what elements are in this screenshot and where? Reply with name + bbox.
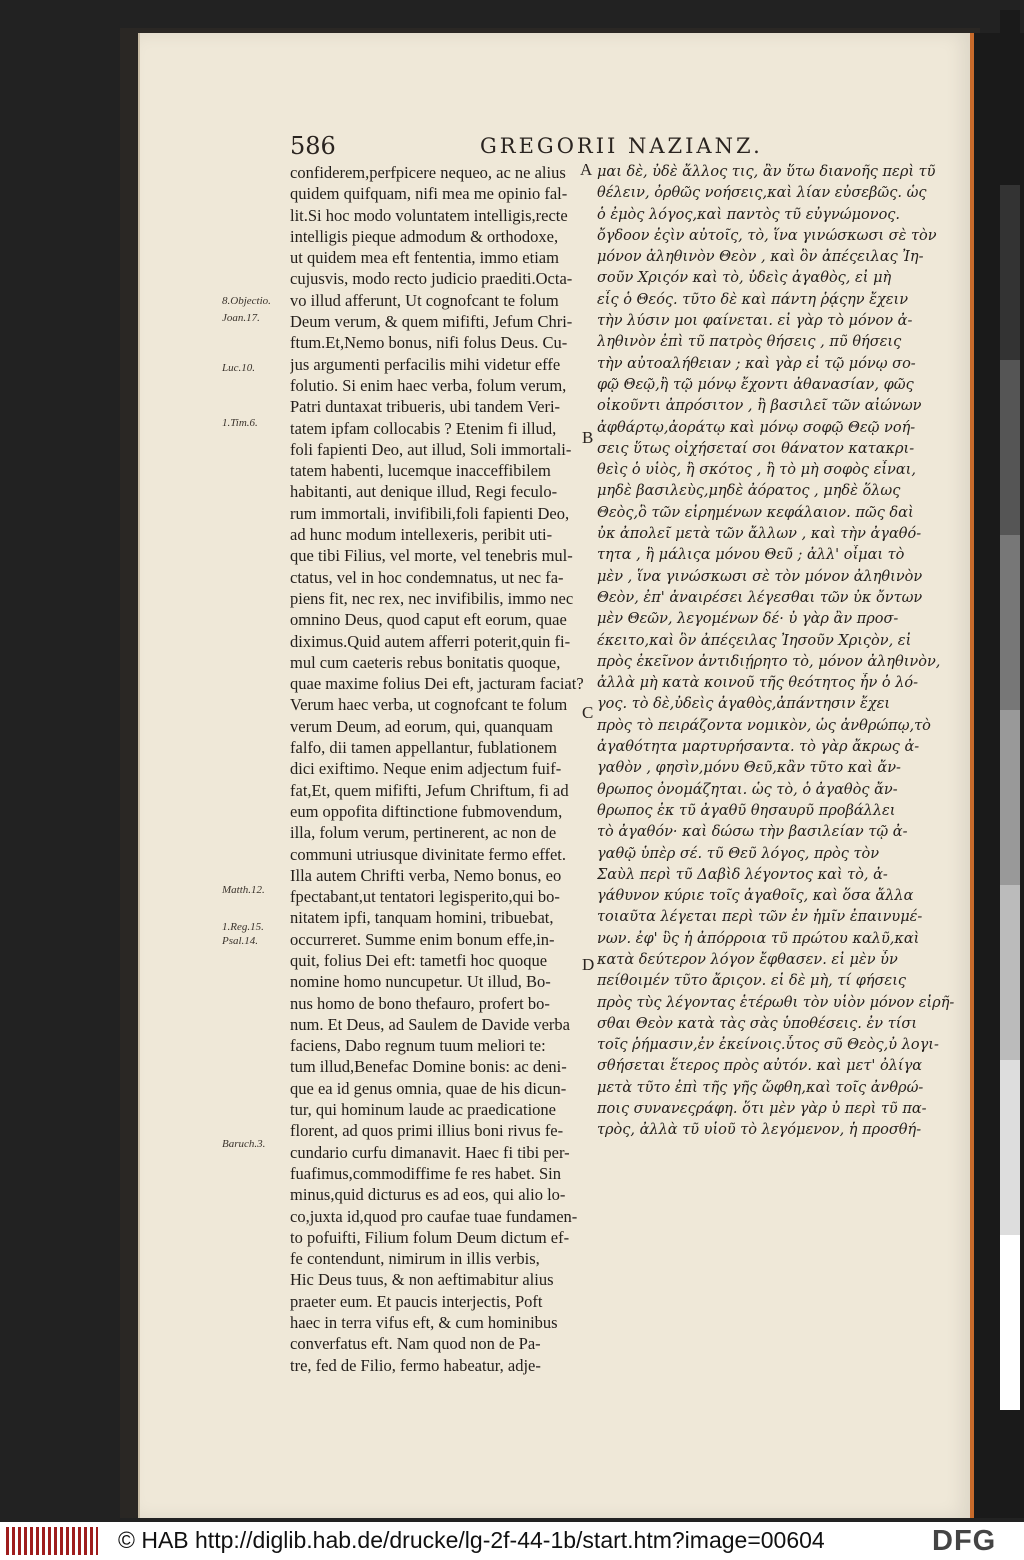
latin-text-line: diximus.Quid autem afferri poterit,quin fi- <box>290 631 571 651</box>
greek-text-line: γάθυνον κύριε τοῖς ἀγαθοῖς, καὶ ὅσα ἄλλα <box>597 888 914 905</box>
latin-text-line: que tibi Filius, vel morte, vel tenebris mul- <box>290 546 573 566</box>
greek-text-line: γαθῷ ὑπὲρ σέ. τῦ Θεῦ λόγος, πρὸς τὸν <box>597 845 880 862</box>
latin-text-line: ut quidem mea eft fententia, immo etiam <box>290 248 559 268</box>
latin-text-line: dici exiftimo. Neque enim adjectum fuif- <box>290 759 562 779</box>
greek-text-line: θεὶς ὁ υἱὸς, ἢ σκότος , ἢ τὸ μὴ σοφὸς εἶναι, <box>597 462 916 479</box>
latin-text-line: rum immortali, invifibili,foli fapienti Deo, <box>290 503 570 523</box>
latin-column <box>290 160 593 1376</box>
latin-text-line: minus,quid dicturus es ad eos, qui alio lo- <box>290 1185 566 1205</box>
latin-text-line: falfo, dii tamen appellantur, fublationem <box>290 738 557 758</box>
section-marker-a: A <box>580 160 593 179</box>
latin-text-line: num. Et Deus, ad Saulem de Davide verba <box>290 1014 570 1034</box>
page-header <box>290 132 890 162</box>
latin-text-line: mul cum caeteris rebus bonitatis quoque, <box>290 652 561 672</box>
greek-text-line: πρὸς ἐκεῖνον ἀντιδιῄρητο τὸ, μόνον ἀληθινὸν, <box>597 653 941 670</box>
greek-text-line: ἀγαθότητα μαρτυρήσαντα. τὸ γὰρ ἄκρως ἀ- <box>597 739 920 756</box>
greek-text-line: ὄγδοον ἐςὶν αὐτοῖς, τὸ, ἵνα γινώσκωσι σὲ τὸν <box>597 227 937 244</box>
latin-text-line: communi utriusque divinitate fermo effet. <box>290 844 566 864</box>
greek-text-line: Σαὺλ περὶ τῦ Δαβὶδ λέγοντος καὶ τὸ, ἀ- <box>597 866 888 883</box>
latin-text-line: Hic Deus tuus, & non aeftimabitur alius <box>290 1270 554 1290</box>
greek-text-line: εἷς ὁ Θεός. τῦτο δὲ καὶ πάντη ῥᾴςην ἔχειν <box>597 291 909 308</box>
latin-text-line: haec in terra vifus eft, & cum hominibus <box>290 1313 558 1333</box>
latin-text-line: ftum.Et,Nemo bonus, nifi folus Deus. Cu- <box>290 333 568 353</box>
latin-text-line: confiderem,perfpicere nequeo, ac ne alius <box>290 163 566 182</box>
latin-text-line: tur, qui hominum laude ac praedicatione <box>290 1100 556 1120</box>
latin-text-line: vo illud afferunt, Ut cognofcant te folum <box>290 290 559 310</box>
margin-note: 1.Tim.6. <box>222 417 258 429</box>
latin-text-line: omnino Deus, quod caput eft eorum, quae <box>290 610 567 630</box>
latin-text-line: fe contendunt, nimirum in illis verbis, <box>290 1249 540 1269</box>
latin-text-line: habitanti, aut denique illud, Regi feculo- <box>290 482 558 502</box>
latin-text-line: Patri duntaxat tribueris, ubi tandem Veri- <box>290 397 561 417</box>
greek-text-line: μὲν Θεῶν, λεγομένων δέ· ὐ γὰρ ἂν προσ- <box>597 611 899 628</box>
greek-text-line: γαθὸν , φησὶν,μόνυ Θεῦ,κἂν τῦτο καὶ ἄν- <box>597 760 901 777</box>
latin-text-line: cujusvis, modo recto judicio praediti.Octa- <box>290 269 573 289</box>
latin-text-line: que ea id genus omnia, quae de his dicun- <box>290 1078 567 1098</box>
latin-text-line: lit.Si hoc modo voluntatem intelligis,recte <box>290 205 568 225</box>
page-number: 586 <box>290 132 336 160</box>
greek-text-line: ληθινὸν ἐπὶ τῦ πατρὸς θήσεις , πῦ θήσεις <box>597 334 902 351</box>
running-title: GREGORII NAZIANZ. <box>480 134 763 158</box>
greek-text-line: πρὸς τὸ πειράζοντα νομικὸν, ὡς ἀνθρώπῳ,τὸ <box>597 717 931 734</box>
latin-text-line: cundario curfu dimanavit. Haec fi tibi per- <box>290 1142 570 1162</box>
greek-text-line: νων. ἐφ' ὓς ἡ ἀπόρροια τῦ πρώτου καλῦ,καὶ <box>597 930 920 947</box>
margin-note: Joan.17. <box>222 312 260 324</box>
latin-text-line: Illa autem Chrifti verba, Nemo bonus, eo <box>290 865 562 885</box>
dfg-logo: DFG <box>932 1525 997 1557</box>
greek-text-line: πρὸς τὺς λέγοντας ἑτέρωθι τὸν υἱὸν μόνον εἰρῆ- <box>597 994 955 1011</box>
latin-text-line: Verum haec verba, ut cognofcant te folum <box>290 695 568 715</box>
greek-text-line: γος. τὸ δὲ,ὐδεὶς ἀγαθὸς,ἀπάντησιν ἔχει <box>597 696 891 713</box>
latin-text-line: tre, fed de Filio, fermo habeatur, adje- <box>290 1355 541 1375</box>
greek-text-line: οἰκοῦντι ἀπρόσιτον , ἢ βασιλεῖ τῶν αἰώνων <box>597 398 922 415</box>
greek-text-line: τοιαῦτα λέγεται περὶ τῶν ἐν ἡμῖν ἐπαινυμέ- <box>597 909 923 926</box>
greek-column <box>597 162 967 1142</box>
margin-note: Baruch.3. <box>222 1138 266 1150</box>
latin-text-line: fat,Et, quem mififti, Jefum Chriftum, fi ad <box>290 780 569 800</box>
section-marker-c: C <box>582 703 594 722</box>
margin-note: Matth.12. <box>222 884 265 896</box>
latin-text-line: nitatem ipfi, tanquam homini, tribuebat, <box>290 908 554 928</box>
greek-text-line: ὐκ ἀπολεῖ μετὰ τῶν ἄλλων , καὶ τὴν ἀγαθό- <box>597 526 922 543</box>
latin-text-line: nus homo de bono thefauro, profert bo- <box>290 993 550 1013</box>
latin-text-line: ad hunc modum intellexeris, peribit uti- <box>290 525 553 545</box>
margin-note: Luc.10. <box>222 362 255 374</box>
hab-logo-icon <box>6 1527 98 1555</box>
greek-text-line: τὸ ἀγαθόν· καὶ δώσω τὴν βασιλείαν τῷ ἀ- <box>597 824 908 841</box>
greek-text-line: μετὰ τῦτο ἐπὶ τῆς γῆς ὤφθη,καὶ τοῖς ἀνθρώ- <box>597 1079 924 1096</box>
viewer-footer <box>0 1522 1024 1560</box>
latin-text-line: converfatus eft. Nam quod non de Pa- <box>290 1334 541 1354</box>
greek-text-line: τὴν λύσιν μοι φαίνεται. εἰ γὰρ τὸ μόνον ἀ- <box>597 313 913 330</box>
greek-text-line: Θεὸν, ἐπ' ἀναιρέσει λέγεσθαι τῶν ὐκ ὄντων <box>597 589 923 606</box>
greek-text-line: θρωπος ἐκ τῦ ἀγαθῦ θησαυρῦ προβάλλει <box>597 802 896 819</box>
latin-text-line: piens fit, nec rex, nec invifibilis, immo nec <box>290 588 574 608</box>
greek-text-line: τητα , ἣ μάλιςα μόνου Θεῦ ; ἀλλ' οἶμαι τὸ <box>597 547 905 564</box>
greek-text-line: σοῦν Χριςόν καὶ τὸ, ὐδεὶς ἀγαθὸς, εἰ μὴ <box>597 270 892 287</box>
latin-text-line: tatem habenti, lucemque inacceffibilem <box>290 461 551 481</box>
latin-text-line: co,juxta id,quod pro caufae tuae fundamen- <box>290 1206 578 1226</box>
greek-text-line: μαι δὲ, ὐδὲ ἄλλος τις, ἂν ὕτω διανοῆς περὶ τῦ <box>597 164 936 180</box>
greek-text-line: μὲν , ἵνα γινώσκωσι σὲ τὸν μόνον ἀληθινὸν <box>597 568 923 585</box>
latin-text-line: tatem ipfam collocabis ? Etenim fi illud, <box>290 418 557 438</box>
latin-text-line: intelligis pieque admodum & orthodoxe, <box>290 226 559 246</box>
latin-text-line: faciens, Dabo regnum tuum meliori te: <box>290 1036 546 1056</box>
latin-text-line: ctatus, vel in hoc condemnatus, ut nec fa- <box>290 567 564 587</box>
greek-text-line: ὁ ἐμὸς λόγος,καὶ παντὸς τῦ εὐγνώμονος. <box>597 206 901 223</box>
latin-text-line: eum oppofita diftinctione fubmovendum, <box>290 801 563 821</box>
latin-text-line: quit, folius Dei eft: tametfi hoc quoque <box>290 950 548 970</box>
latin-text-line: tum illud,Benefac Domine bonis: ac deni- <box>290 1057 567 1077</box>
latin-text-line: folutio. Si enim haec verba, folum verum, <box>290 375 567 395</box>
margin-note: 1.Reg.15. <box>222 921 264 933</box>
latin-text-line: fuafimus,commodiffime fe res habet. Sin <box>290 1163 561 1183</box>
greek-text-line: μόνον ἀληθινὸν Θεὸν , καὶ ὃν ἀπέςειλας Ἰη- <box>597 249 924 266</box>
latin-text-line: quae maxime folius Dei eft, jacturam faciat? <box>290 674 584 694</box>
greek-text-line: ἀλλὰ μὴ κατὰ κοινοῦ τῆς θεότητος ἦν ὁ λό- <box>597 675 919 692</box>
section-marker-d: D <box>582 955 595 974</box>
latin-text-line: florent, ad quos primi illius boni rivus fe- <box>290 1121 564 1141</box>
latin-text-line: nomine homo nuncupetur. Ut illud, Bo- <box>290 972 551 992</box>
latin-text-line: foli fapienti Deo, aut illud, Soli immortali- <box>290 439 572 459</box>
greek-text-line: τρὸς, ἀλλὰ τῦ υἱοῦ τὸ λεγόμενον, ἡ προσθή- <box>597 1122 922 1139</box>
greek-text-line: ποις συνανεςράφη. ὅτι μὲν γὰρ ὐ περὶ τῦ πα- <box>597 1101 927 1118</box>
greek-text-line: μηδὲ βασιλεὺς,μηδὲ ἀόρατος , μηδὲ ὅλως <box>597 483 901 500</box>
latin-text-line: verum Deum, ad eorum, qui, quanquam <box>290 716 554 736</box>
latin-text-line: fpectabant,ut tentatori legisperito,qui bo- <box>290 887 560 907</box>
greek-text-line: ἀφθάρτῳ,ἀοράτῳ καὶ μόνῳ σοφῷ Θεῷ νοή- <box>597 419 916 436</box>
greek-text-line: θέλειν, ὀρθῶς νοήσεις,καὶ λίαν εὐσεβῶς. ὡς <box>597 185 927 202</box>
latin-text-line: quidem quifquam, nifi mea me opinio fal- <box>290 184 568 204</box>
latin-text-line: to pofuifti, Filium folum Deum dictum ef- <box>290 1227 570 1247</box>
color-calibration-strip <box>1000 10 1020 1410</box>
latin-text-line: praeter eum. Et paucis interjectis, Poft <box>290 1291 543 1311</box>
greek-text-line: φῷ Θεῷ,ἢ τῷ μόνῳ ἔχοντι ἀθανασίαν, φῶς <box>597 376 914 393</box>
greek-text-line: σθαι Θεὸν κατὰ τὰς σὰς ὑποθέσεις. ἐν τίσι <box>597 1015 918 1032</box>
greek-text-line: σεις ὕτως οἰχήσεταί σοι θάνατον κατακρι- <box>597 440 915 457</box>
latin-text-line: illa, folum verum, pertinerent, ac non de <box>290 823 557 843</box>
latin-text-line: occurreret. Summe enim bonum effe,in- <box>290 929 555 949</box>
footer-source-link[interactable]: © HAB http://diglib.hab.de/drucke/lg-2f-44-1b/start.htm?image=00604 <box>118 1527 825 1553</box>
latin-text-line: jus argumenti perfacilis mihi videtur effe <box>290 354 561 374</box>
margin-note: 8.Objectio. <box>222 295 271 307</box>
greek-text-line: πείθοιμέν τῦτο ἄριςον. εἰ δὲ μὴ, τί φήσεις <box>597 973 907 990</box>
greek-text-line: σθήσεται ἕτερος πρὸς αὐτόν. καὶ μετ' ὀλίγα <box>597 1058 923 1075</box>
greek-text-line: θρωπος ὀνομάζηται. ὡς τὸ, ὁ ἀγαθὸς ἄν- <box>597 781 898 798</box>
margin-note: Psal.14. <box>222 935 259 947</box>
greek-text-line: έκειτο,καὶ ὃν ἀπέςειλας Ἰησοῦν Χριςὸν, εἰ <box>597 632 912 649</box>
latin-text-line: Deum verum, & quem mififti, Jefum Chri- <box>290 312 573 332</box>
greek-text-line: Θεὸς,ὃ τῶν εἰρημένων κεφάλαιον. πῶς δαὶ <box>597 504 914 521</box>
greek-text-line: κατὰ δεύτερον λόγον ἔφθασεν. εἰ μὲν ὖν <box>597 951 898 968</box>
section-marker-b: B <box>582 428 594 447</box>
greek-text-line: τοῖς ῥήμασιν,ἐν ἐκείνοις.ὗτος σῦ Θεὸς,ὐ λογι- <box>597 1037 939 1054</box>
greek-text-line: τὴν αὐτοαλήθειαν ; καὶ γὰρ εἰ τῷ μόνῳ σο- <box>597 355 916 372</box>
